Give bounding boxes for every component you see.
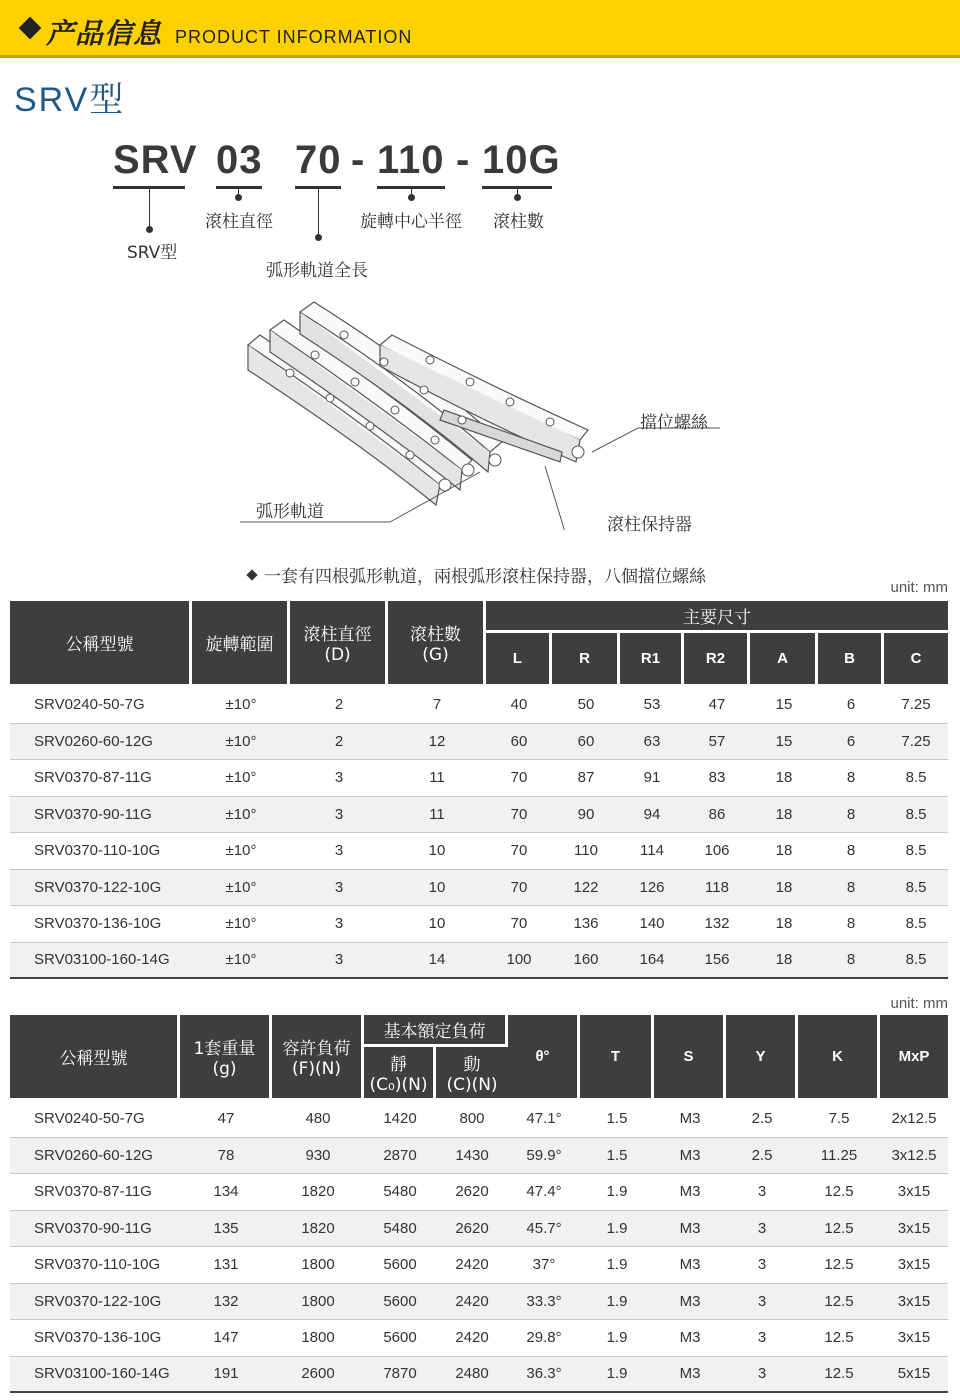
load-cell: 132 [180, 1284, 272, 1321]
dim-model-cell: SRV03100-160-14G [10, 943, 192, 980]
dim-cell: 18 [750, 943, 818, 980]
load-cell: 1420 [364, 1101, 436, 1138]
dim-cell: 18 [750, 870, 818, 907]
table-row [10, 1284, 948, 1321]
dim-cell: 3 [290, 760, 388, 797]
dim-cell: ±10° [192, 870, 290, 907]
dim-cell: 7.25 [884, 724, 948, 761]
load-cell: 12.5 [798, 1174, 880, 1211]
dim-cell: 118 [684, 870, 750, 907]
dim-cell: ±10° [192, 724, 290, 761]
table-row [10, 687, 948, 724]
dim-cell: 60 [552, 724, 620, 761]
load-cell: 5600 [364, 1320, 436, 1357]
load-model-cell: SRV0370-110-10G [10, 1247, 180, 1284]
dim-cell: 70 [486, 906, 552, 943]
code-count: 10G [482, 138, 561, 182]
load-cell: 1.9 [580, 1284, 654, 1321]
table-row [10, 1101, 948, 1138]
dim-cell: 8 [818, 870, 884, 907]
dim-cell: 40 [486, 687, 552, 724]
load-cell: 47 [180, 1101, 272, 1138]
load-cell: 930 [272, 1138, 364, 1175]
load-cell: 134 [180, 1174, 272, 1211]
label-roller-cage: 滾柱保持器 [607, 515, 692, 535]
load-cell: 1.9 [580, 1247, 654, 1284]
label-count: 滾柱數 [493, 212, 544, 232]
th-count: 滾柱數 (G) [388, 601, 486, 687]
dim-cell: 8.5 [884, 797, 948, 834]
type-title: SRV型 [14, 81, 126, 119]
table-row [10, 1138, 948, 1175]
label-diameter: 滾柱直徑 [205, 212, 273, 232]
load-cell: 2600 [272, 1357, 364, 1394]
dim-cell: 14 [388, 943, 486, 980]
code-dash-2: - [456, 138, 471, 182]
dim-cell: 160 [552, 943, 620, 980]
load-cell: 2x12.5 [880, 1101, 948, 1138]
dim-cell: 8.5 [884, 906, 948, 943]
code-srv: SRV [113, 138, 198, 182]
load-cell: 1.5 [580, 1101, 654, 1138]
dim-model-cell: SRV0370-87-11G [10, 760, 192, 797]
dim-cell: 122 [552, 870, 620, 907]
underline-diameter [216, 186, 262, 189]
load-cell: 2620 [436, 1174, 508, 1211]
table-row [10, 870, 948, 907]
th-dim-l: L [486, 633, 552, 687]
dim-model-cell: SRV0370-90-11G [10, 797, 192, 834]
th-model: 公稱型號 [10, 601, 192, 687]
load-cell: 1800 [272, 1284, 364, 1321]
label-length: 弧形軌道全長 [266, 261, 368, 281]
dim-model-cell: SRV0370-122-10G [10, 870, 192, 907]
section-header [0, 0, 960, 58]
dim-cell: 3 [290, 870, 388, 907]
dim-cell: ±10° [192, 833, 290, 870]
dim-cell: 8.5 [884, 943, 948, 980]
dim-cell: 8.5 [884, 760, 948, 797]
load-cell: 1820 [272, 1211, 364, 1248]
load-cell: M3 [654, 1357, 726, 1394]
dim-cell: 3 [290, 906, 388, 943]
dim-cell: 57 [684, 724, 750, 761]
load-model-cell: SRV0370-87-11G [10, 1174, 180, 1211]
code-radius: 110 [377, 138, 445, 182]
dim-cell: 114 [620, 833, 684, 870]
load-cell: 5x15 [880, 1357, 948, 1394]
load-model-cell: SRV0370-136-10G [10, 1320, 180, 1357]
load-cell: 1.9 [580, 1357, 654, 1394]
dim-cell: 83 [684, 760, 750, 797]
th-dim-r2: R2 [684, 633, 750, 687]
th-main-dimensions: 主要尺寸 [486, 601, 948, 633]
dim-cell: 7 [388, 687, 486, 724]
table-row [10, 1211, 948, 1248]
load-cell: M3 [654, 1320, 726, 1357]
load-cell: 147 [180, 1320, 272, 1357]
dim-cell: 15 [750, 687, 818, 724]
dim-cell: 11 [388, 797, 486, 834]
load-cell: 2420 [436, 1284, 508, 1321]
load-cell: 7870 [364, 1357, 436, 1394]
label-arc-rail: 弧形軌道 [256, 502, 324, 522]
dim-cell: 10 [388, 833, 486, 870]
load-cell: 1800 [272, 1320, 364, 1357]
table-row [10, 1174, 948, 1211]
leader-length [318, 189, 319, 239]
dim-cell: 110 [552, 833, 620, 870]
leader-dot-length [315, 234, 322, 241]
leader-dot-count [514, 194, 521, 201]
load-cell: 78 [180, 1138, 272, 1175]
leader-dot-diameter [235, 194, 242, 201]
load-cell: 3 [726, 1247, 798, 1284]
load-cell: M3 [654, 1284, 726, 1321]
load-cell: 1.9 [580, 1320, 654, 1357]
load-cell: 800 [436, 1101, 508, 1138]
bullet-icon [246, 569, 257, 580]
dim-cell: 50 [552, 687, 620, 724]
table-row [10, 797, 948, 834]
th2-theta: θ° [508, 1015, 580, 1101]
load-cell: 191 [180, 1357, 272, 1394]
load-cell: 5480 [364, 1174, 436, 1211]
dim-cell: 106 [684, 833, 750, 870]
dim-cell: 8 [818, 943, 884, 980]
th2-y: Y [726, 1015, 798, 1101]
unit-label-2: unit: mm [890, 995, 948, 1012]
load-cell: 11.25 [798, 1138, 880, 1175]
load-cell: 47.4° [508, 1174, 580, 1211]
load-cell: 3x15 [880, 1284, 948, 1321]
dim-cell: 18 [750, 833, 818, 870]
th-dim-r: R [552, 633, 620, 687]
code-dash-1: - [351, 138, 366, 182]
dim-cell: 18 [750, 906, 818, 943]
dim-cell: 18 [750, 760, 818, 797]
table-row [10, 1247, 948, 1284]
load-cell: 3 [726, 1174, 798, 1211]
load-cell: 2620 [436, 1211, 508, 1248]
dim-cell: 12 [388, 724, 486, 761]
dim-model-cell: SRV0260-60-12G [10, 724, 192, 761]
load-cell: 131 [180, 1247, 272, 1284]
dim-cell: 86 [684, 797, 750, 834]
load-cell: 12.5 [798, 1320, 880, 1357]
dim-cell: ±10° [192, 906, 290, 943]
load-cell: 1.5 [580, 1138, 654, 1175]
load-cell: 1430 [436, 1138, 508, 1175]
load-cell: 2480 [436, 1357, 508, 1394]
dim-model-cell: SRV0370-110-10G [10, 833, 192, 870]
load-table [10, 1015, 948, 1393]
load-model-cell: SRV0370-122-10G [10, 1284, 180, 1321]
th2-dynamic: 動 (C)(N) [436, 1047, 508, 1101]
dim-cell: ±10° [192, 943, 290, 980]
dim-cell: ±10° [192, 687, 290, 724]
dim-cell: ±10° [192, 797, 290, 834]
load-model-cell: SRV0260-60-12G [10, 1138, 180, 1175]
load-cell: 1800 [272, 1247, 364, 1284]
th-dim-c: C [884, 633, 948, 687]
dim-cell: 8 [818, 833, 884, 870]
leader-dot-radius [408, 194, 415, 201]
load-cell: 3x15 [880, 1211, 948, 1248]
load-cell: 2.5 [726, 1101, 798, 1138]
load-model-cell: SRV0240-50-7G [10, 1101, 180, 1138]
dim-cell: 53 [620, 687, 684, 724]
load-cell: M3 [654, 1174, 726, 1211]
load-cell: 3x12.5 [880, 1138, 948, 1175]
th-dim-r1: R1 [620, 633, 684, 687]
load-cell: 5480 [364, 1211, 436, 1248]
dim-cell: 8 [818, 760, 884, 797]
dim-cell: 3 [290, 943, 388, 980]
dim-cell: 94 [620, 797, 684, 834]
load-cell: 47.1° [508, 1101, 580, 1138]
dim-cell: 2 [290, 687, 388, 724]
th2-allowable-load: 容許負荷 (F)(N) [272, 1015, 364, 1101]
load-cell: 1.9 [580, 1174, 654, 1211]
dim-cell: 136 [552, 906, 620, 943]
load-cell: 12.5 [798, 1247, 880, 1284]
dim-cell: 91 [620, 760, 684, 797]
load-cell: 33.3° [508, 1284, 580, 1321]
dim-cell: 90 [552, 797, 620, 834]
label-stop-screw: 擋位螺絲 [640, 413, 708, 433]
leader-dot-srv [146, 226, 153, 233]
load-cell: 480 [272, 1101, 364, 1138]
table-row [10, 1357, 948, 1394]
dimensions-table [10, 601, 948, 979]
dim-cell: 8.5 [884, 870, 948, 907]
dim-cell: 15 [750, 724, 818, 761]
load-cell: M3 [654, 1138, 726, 1175]
load-cell: 12.5 [798, 1284, 880, 1321]
load-cell: 3 [726, 1211, 798, 1248]
load-cell: 3x15 [880, 1247, 948, 1284]
load-cell: 2420 [436, 1247, 508, 1284]
diamond-icon [19, 17, 42, 40]
th2-rated-load: 基本額定負荷 [364, 1015, 508, 1047]
load-cell: 59.9° [508, 1138, 580, 1175]
dim-cell: 132 [684, 906, 750, 943]
load-cell: 3 [726, 1320, 798, 1357]
table-row [10, 833, 948, 870]
dim-cell: 10 [388, 906, 486, 943]
load-model-cell: SRV0370-90-11G [10, 1211, 180, 1248]
leader-srv [149, 189, 150, 231]
dim-cell: 10 [388, 870, 486, 907]
th2-t: T [580, 1015, 654, 1101]
table-row [10, 724, 948, 761]
dim-cell: 8.5 [884, 833, 948, 870]
dim-cell: 63 [620, 724, 684, 761]
dim-cell: 60 [486, 724, 552, 761]
table-row [10, 943, 948, 980]
dim-cell: 8 [818, 797, 884, 834]
load-cell: M3 [654, 1211, 726, 1248]
dim-cell: 164 [620, 943, 684, 980]
dim-cell: 18 [750, 797, 818, 834]
label-radius: 旋轉中心半徑 [360, 212, 462, 232]
dim-cell: 70 [486, 870, 552, 907]
th2-static: 靜 (C₀)(N) [364, 1047, 436, 1101]
dim-model-cell: SRV0240-50-7G [10, 687, 192, 724]
table-row [10, 760, 948, 797]
th-diameter: 滾柱直徑 (D) [290, 601, 388, 687]
load-cell: 45.7° [508, 1211, 580, 1248]
dim-cell: 2 [290, 724, 388, 761]
load-cell: 2870 [364, 1138, 436, 1175]
set-note-text: 一套有四根弧形軌道，兩根弧形滾柱保持器，八個擋位螺絲 [264, 567, 706, 587]
dim-cell: 87 [552, 760, 620, 797]
dim-cell: 6 [818, 687, 884, 724]
load-cell: 3 [726, 1284, 798, 1321]
load-cell: 3x15 [880, 1320, 948, 1357]
load-cell: 12.5 [798, 1211, 880, 1248]
load-cell: M3 [654, 1247, 726, 1284]
load-cell: 12.5 [798, 1357, 880, 1394]
section-title-zh: 产品信息 [46, 17, 163, 50]
dim-cell: 140 [620, 906, 684, 943]
th-dim-b: B [818, 633, 884, 687]
load-cell: 2.5 [726, 1138, 798, 1175]
load-cell: 5600 [364, 1284, 436, 1321]
dim-cell: 156 [684, 943, 750, 980]
load-cell: 5600 [364, 1247, 436, 1284]
load-cell: 7.5 [798, 1101, 880, 1138]
unit-label-1: unit: mm [890, 579, 948, 596]
dim-cell: 47 [684, 687, 750, 724]
set-note [248, 562, 706, 587]
table-row [10, 906, 948, 943]
dim-cell: 3 [290, 797, 388, 834]
dim-cell: 11 [388, 760, 486, 797]
load-cell: 29.8° [508, 1320, 580, 1357]
load-cell: M3 [654, 1101, 726, 1138]
load-model-cell: SRV03100-160-14G [10, 1357, 180, 1394]
dim-cell: 70 [486, 833, 552, 870]
th2-mxp: MxP [880, 1015, 948, 1101]
load-cell: 2420 [436, 1320, 508, 1357]
load-cell: 135 [180, 1211, 272, 1248]
load-cell: 3 [726, 1357, 798, 1394]
th2-weight: 1套重量 (g) [180, 1015, 272, 1101]
th2-s: S [654, 1015, 726, 1101]
code-length: 70 [295, 138, 342, 182]
th2-k: K [798, 1015, 880, 1101]
load-cell: 3x15 [880, 1174, 948, 1211]
section-title-en: PRODUCT INFORMATION [175, 27, 413, 47]
load-cell: 37° [508, 1247, 580, 1284]
dim-cell: 6 [818, 724, 884, 761]
th-rotation: 旋轉範圍 [192, 601, 290, 687]
dim-cell: 126 [620, 870, 684, 907]
th-dim-a: A [750, 633, 818, 687]
dim-cell: 70 [486, 760, 552, 797]
dim-cell: 100 [486, 943, 552, 980]
dim-cell: 70 [486, 797, 552, 834]
th2-model: 公稱型號 [10, 1015, 180, 1101]
code-diameter: 03 [216, 138, 263, 182]
dim-cell: 8 [818, 906, 884, 943]
load-cell: 1.9 [580, 1211, 654, 1248]
load-cell: 36.3° [508, 1357, 580, 1394]
table-row [10, 1320, 948, 1357]
dim-model-cell: SRV0370-136-10G [10, 906, 192, 943]
label-srv-type: SRV型 [127, 243, 178, 263]
dim-cell: 3 [290, 833, 388, 870]
dim-cell: ±10° [192, 760, 290, 797]
load-cell: 1820 [272, 1174, 364, 1211]
dim-cell: 7.25 [884, 687, 948, 724]
